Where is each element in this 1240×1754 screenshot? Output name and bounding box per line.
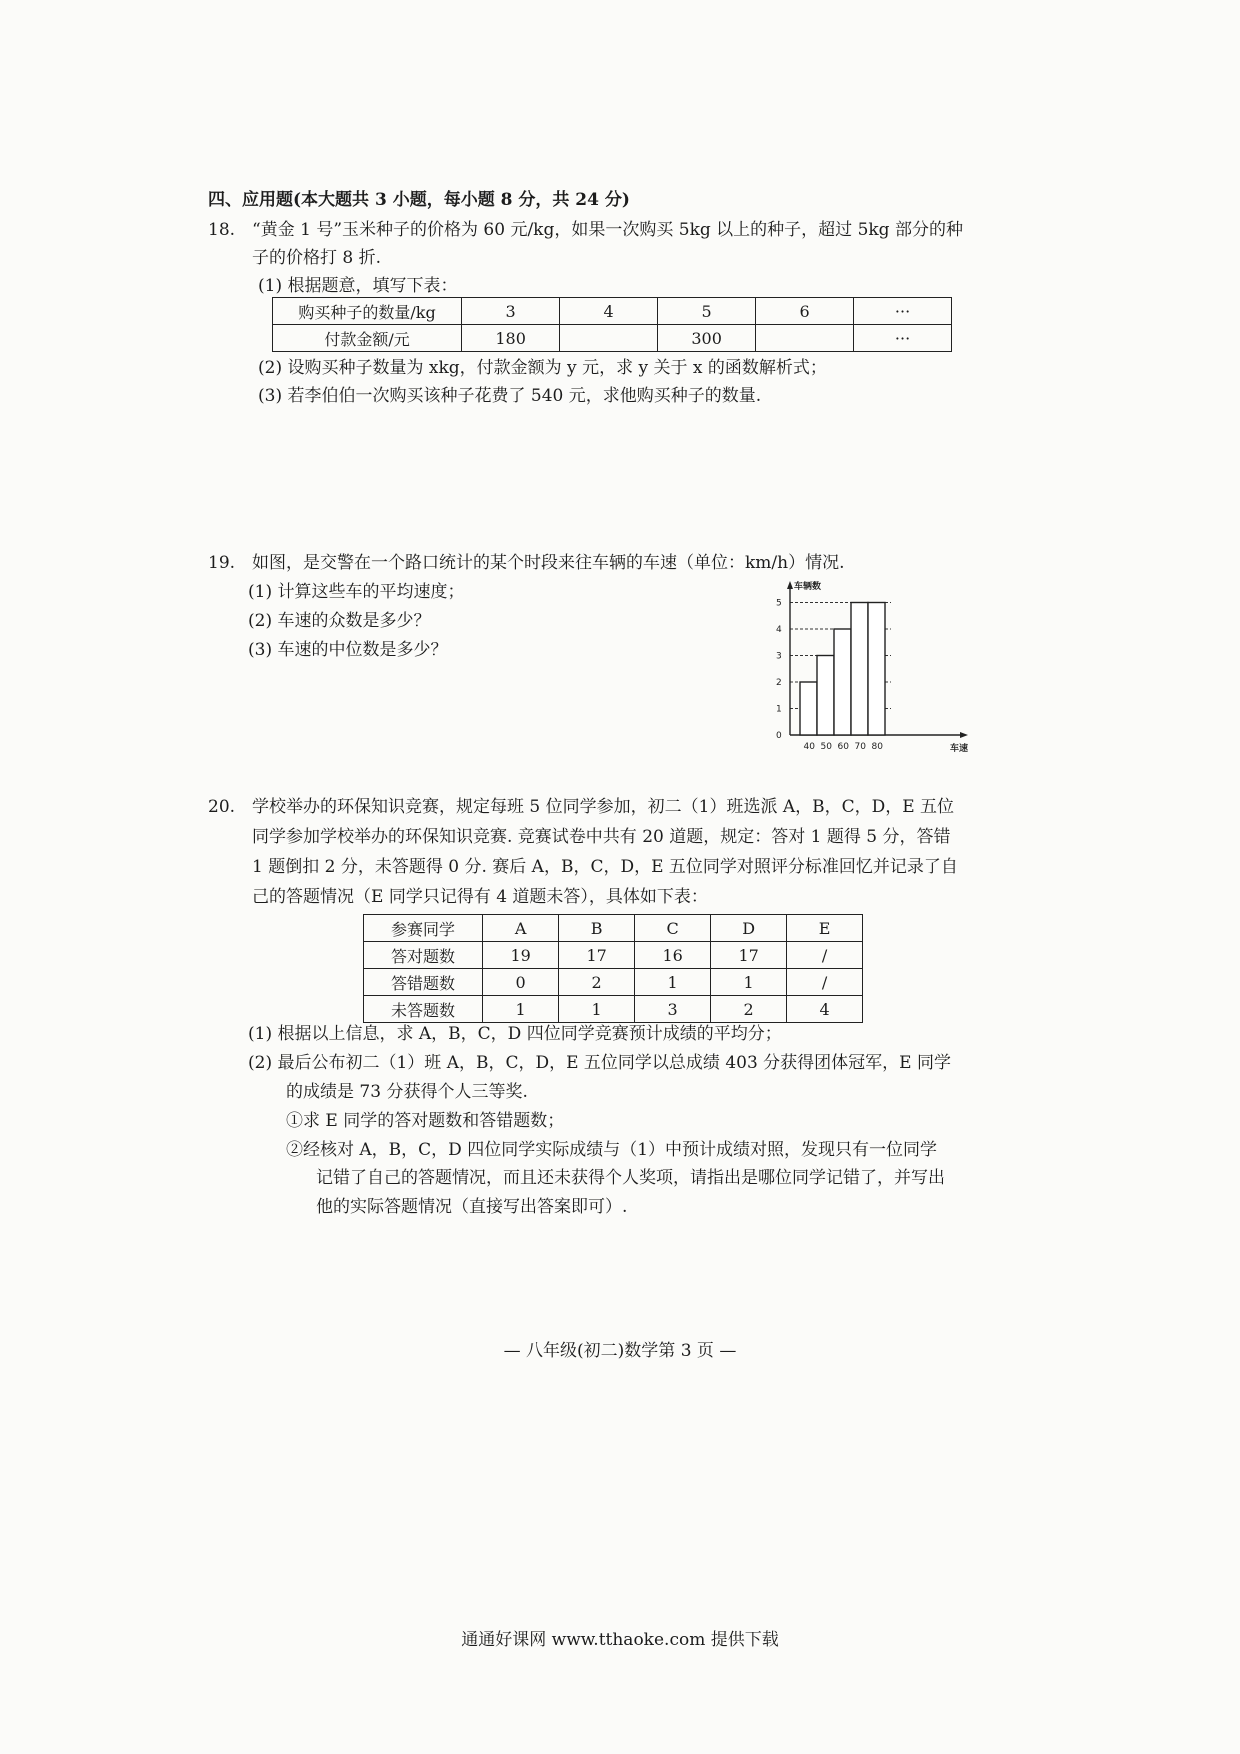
q18-text-line1: “黄金 1 号”玉米种子的价格为 60 元/kg，如果一次购买 5kg 以上的种子，超过 5kg 部分的种 [252,220,963,240]
bar [800,682,817,735]
bar [817,656,834,736]
q20-part1: (1) 根据以上信息，求 A，B，C，D 四位同学竞赛预计成绩的平均分； [248,1024,782,1044]
table-cell [560,325,658,352]
q20-sub2-line2: 记错了自己的答题情况，而且还未获得个人奖项，请指出是哪位同学记错了，并写出 [316,1168,945,1188]
q19-part2: (2) 车速的众数是多少？ [248,611,431,631]
q20-part2-line2: 的成绩是 73 分获得个人三等奖. [286,1082,528,1102]
table-cell [756,325,854,352]
table-cell: 未答题数 [364,996,483,1023]
y-axis-label: 车辆数 [794,582,822,592]
table-cell: 购买种子的数量/kg [273,298,462,325]
table-header-cell: C [635,915,711,942]
table-cell: / [787,969,863,996]
q18-price-table [272,297,952,352]
table-cell: 5 [658,298,756,325]
q18-part2: (2) 设购买种子数量为 xkg，付款金额为 y 元，求 y 关于 x 的函数解析式； [258,358,827,378]
table-cell: ··· [854,298,952,325]
page-footer: — 八年级(初二)数学第 3 页 — [503,1341,737,1361]
table-cell: 19 [483,942,559,969]
table-row [364,915,863,942]
y-axis-arrow [787,581,793,589]
q19-text: 如图，是交警在一个路口统计的某个时段来往车辆的车速（单位：km/h）情况. [252,553,845,573]
table-header-cell: 参赛同学 [364,915,483,942]
q20-line2: 同学参加学校举办的环保知识竞赛. 竞赛试卷中共有 20 道题，规定：答对 1 题得 5 分，答错 [252,827,951,847]
x-tick-label: 80 [871,742,883,752]
table-cell: 180 [462,325,560,352]
table-cell: 付款金额/元 [273,325,462,352]
table-row [364,996,863,1023]
table-header-cell: B [559,915,635,942]
table-cell: 4 [560,298,658,325]
q19-number: 19. [208,553,236,573]
q20-sub2-line1: ②经核对 A，B，C，D 四位同学实际成绩与（1）中预计成绩对照，发现只有一位同学 [286,1140,938,1160]
q20-line4: 己的答题情况（E 同学只记得有 4 道题未答），具体如下表： [252,887,708,907]
table-cell: 3 [635,996,711,1023]
q18-text-line2: 子的价格打 8 折. [252,248,382,268]
q18-part3: (3) 若李伯伯一次购买该种子花费了 540 元，求他购买种子的数量. [258,386,762,406]
q20-score-table [363,914,863,1023]
x-tick-label: 70 [854,742,866,752]
x-axis-label: 车速 [950,744,969,754]
table-cell: 3 [462,298,560,325]
watermark-text: 通通好课网 www.tthaoke.com 提供下载 [461,1630,779,1650]
table-cell: 0 [483,969,559,996]
table-row [273,298,952,325]
table-cell: 1 [635,969,711,996]
q20-number: 20. [208,797,236,817]
y-tick-label: 4 [776,625,782,635]
q20-line3: 1 题倒扣 2 分，未答题得 0 分. 赛后 A，B，C，D，E 五位同学对照评分标准回忆并记录了自 [252,857,958,877]
y-tick-label: 3 [776,651,782,662]
bar [851,603,868,736]
x-tick-label: 40 [803,742,815,752]
y-tick-label: 2 [776,678,782,688]
x-tick-label: 60 [837,742,849,752]
table-cell: 4 [787,996,863,1023]
table-row [364,942,863,969]
table-cell: 1 [559,996,635,1023]
table-cell: 答错题数 [364,969,483,996]
table-cell: / [787,942,863,969]
bar [868,603,885,736]
table-cell: ··· [854,325,952,352]
section-title: 四、应用题(本大题共 3 小题，每小题 8 分，共 24 分) [208,190,630,210]
x-tick-label: 50 [820,742,832,752]
vehicle-speed-bar-chart [760,575,1000,765]
bar [834,629,851,735]
q20-part2-line1: (2) 最后公布初二（1）班 A，B，C，D，E 五位同学以总成绩 403 分获得团体冠军，E 同学 [248,1053,951,1073]
table-cell: 300 [658,325,756,352]
x-axis-arrow [960,732,968,738]
y-tick-label: 1 [776,704,782,715]
q18-number: 18. [208,220,236,240]
q19-part3: (3) 车速的中位数是多少？ [248,640,448,660]
y-tick-label: 5 [776,598,782,609]
table-cell: 答对题数 [364,942,483,969]
table-cell: 2 [711,996,787,1023]
q18-part1: (1) 根据题意，填写下表： [258,276,458,296]
table-cell: 17 [711,942,787,969]
table-header-cell: E [787,915,863,942]
table-header-cell: A [483,915,559,942]
q19-part1: (1) 计算这些车的平均速度； [248,582,465,602]
table-cell: 6 [756,298,854,325]
y-tick-label: 0 [776,731,782,741]
q20-sub2-line3: 他的实际答题情况（直接写出答案即可）. [316,1197,628,1217]
table-cell: 17 [559,942,635,969]
table-cell: 2 [559,969,635,996]
table-cell: 16 [635,942,711,969]
table-header-cell: D [711,915,787,942]
table-cell: 1 [711,969,787,996]
q20-sub1: ①求 E 同学的答对题数和答错题数； [286,1111,565,1131]
q20-line1: 学校举办的环保知识竞赛，规定每班 5 位同学参加，初二（1）班选派 A，B，C，D，E 五位 [252,797,955,817]
table-row [364,969,863,996]
table-cell: 1 [483,996,559,1023]
table-row [273,325,952,352]
